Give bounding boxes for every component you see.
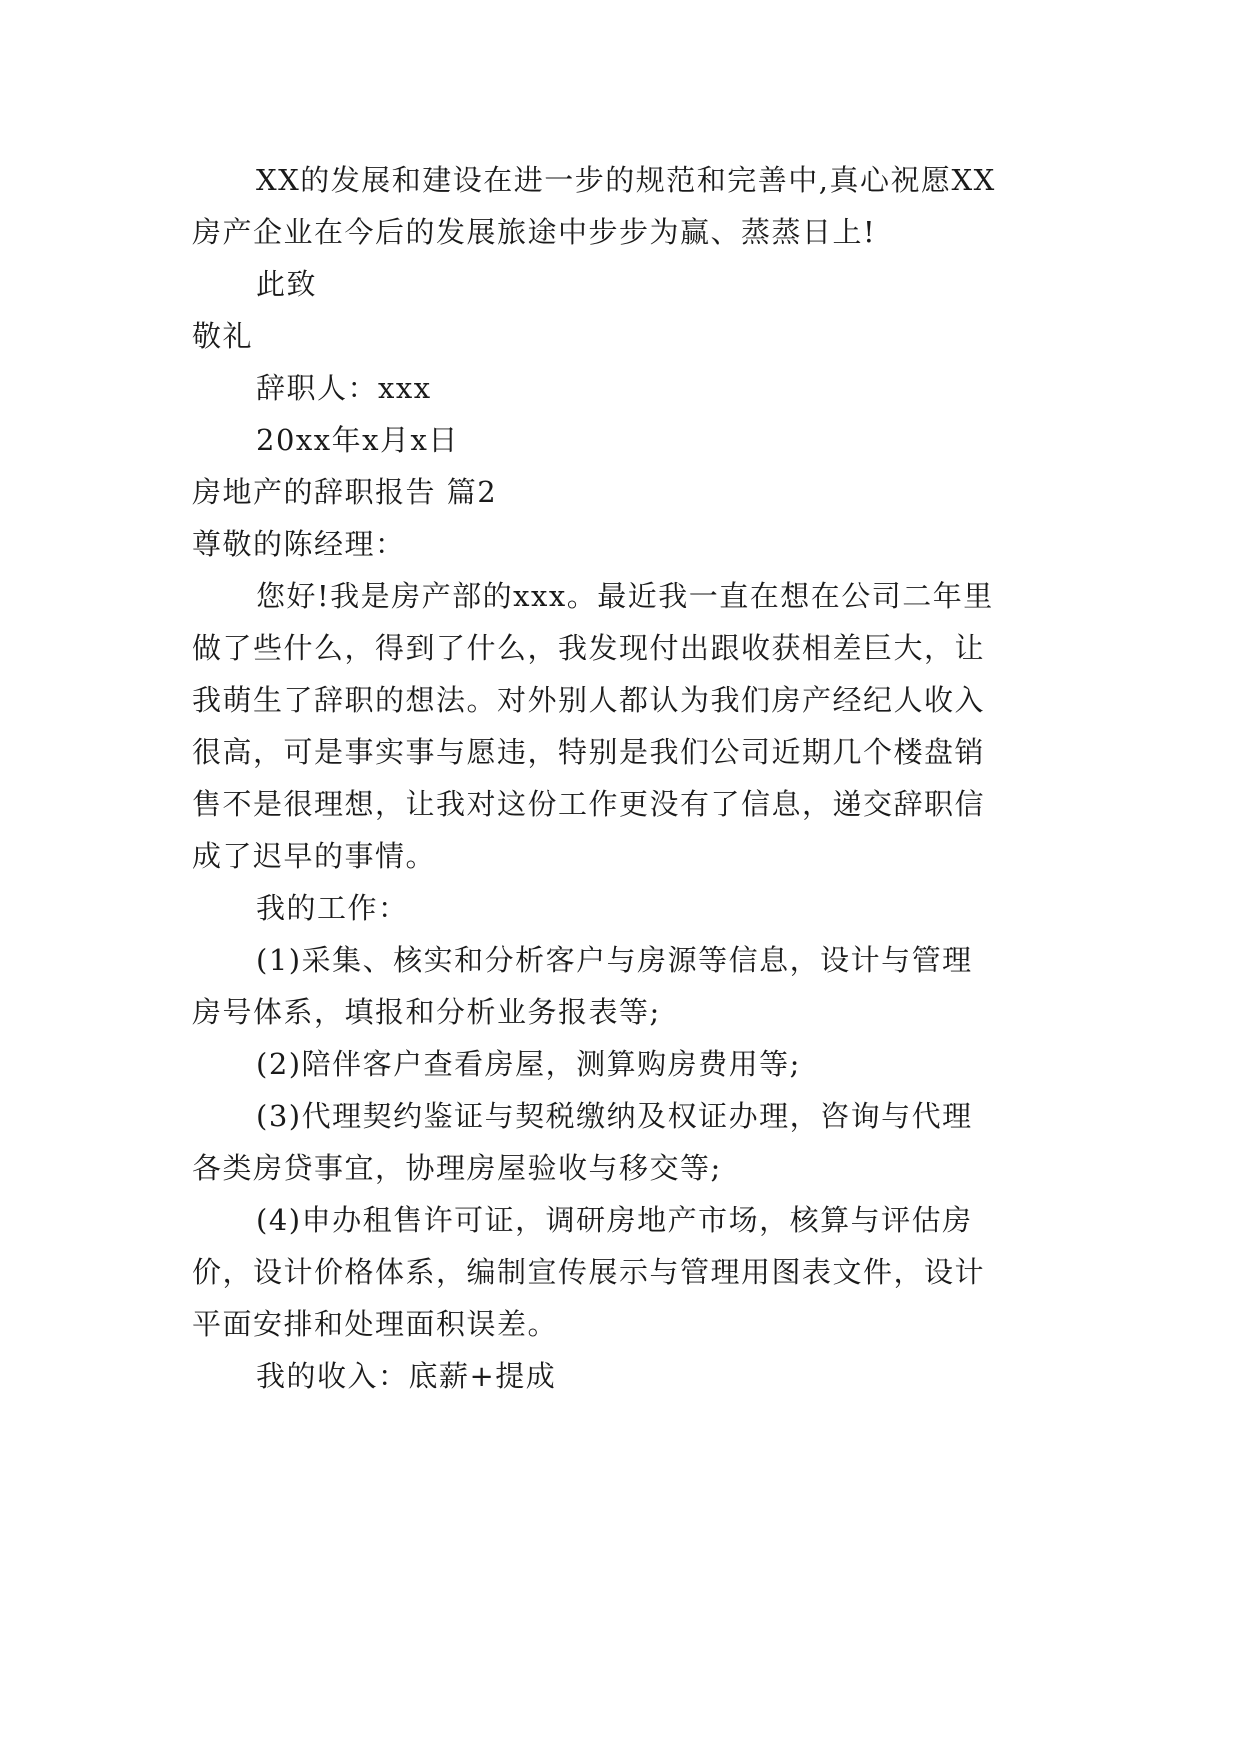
paragraph-line: 成了迟早的事情。 [192, 839, 437, 873]
list-item-line: (4)申办租售许可证，调研房地产市场，核算与评估房 [256, 1203, 973, 1237]
list-item-line: 平面安排和处理面积误差。 [192, 1307, 559, 1341]
subheading-income: 我的收入：底薪+提成 [256, 1359, 557, 1393]
paragraph-line: XX的发展和建设在进一步的规范和完善中,真心祝愿XX [256, 163, 996, 197]
list-item-line: (2)陪伴客户查看房屋，测算购房费用等; [256, 1047, 801, 1081]
paragraph-line: 房产企业在今后的发展旅途中步步为赢、蒸蒸日上! [192, 215, 877, 249]
closing-regards: 敬礼 [192, 319, 254, 353]
list-item-line: (1)采集、核实和分析客户与房源等信息，设计与管理 [256, 943, 973, 977]
greeting-line: 尊敬的陈经理： [192, 527, 406, 561]
list-item-line: 价，设计价格体系，编制宣传展示与管理用图表文件，设计 [192, 1255, 986, 1289]
paragraph-line: 做了些什么，得到了什么，我发现付出跟收获相差巨大，让 [192, 631, 986, 665]
signature-line: 辞职人：xxx [256, 371, 432, 405]
paragraph-line: 售不是很理想，让我对这份工作更没有了信息，递交辞职信 [192, 787, 986, 821]
list-item-line: 房号体系，填报和分析业务报表等; [192, 995, 661, 1029]
list-item-line: 各类房贷事宜，协理房屋验收与移交等; [192, 1151, 722, 1185]
section-heading: 房地产的辞职报告 篇2 [192, 475, 498, 509]
paragraph-line: 我萌生了辞职的想法。对外别人都认为我们房产经纪人收入 [192, 683, 986, 717]
closing-salutation: 此致 [256, 267, 318, 301]
paragraph-line: 您好!我是房产部的xxx。最近我一直在想在公司二年里 [256, 579, 994, 613]
list-item-line: (3)代理契约鉴证与契税缴纳及权证办理，咨询与代理 [256, 1099, 973, 1133]
paragraph-line: 很高，可是事实事与愿违，特别是我们公司近期几个楼盘销 [192, 735, 986, 769]
date-line: 20xx年x月x日 [256, 423, 459, 457]
subheading-work: 我的工作： [256, 891, 409, 925]
